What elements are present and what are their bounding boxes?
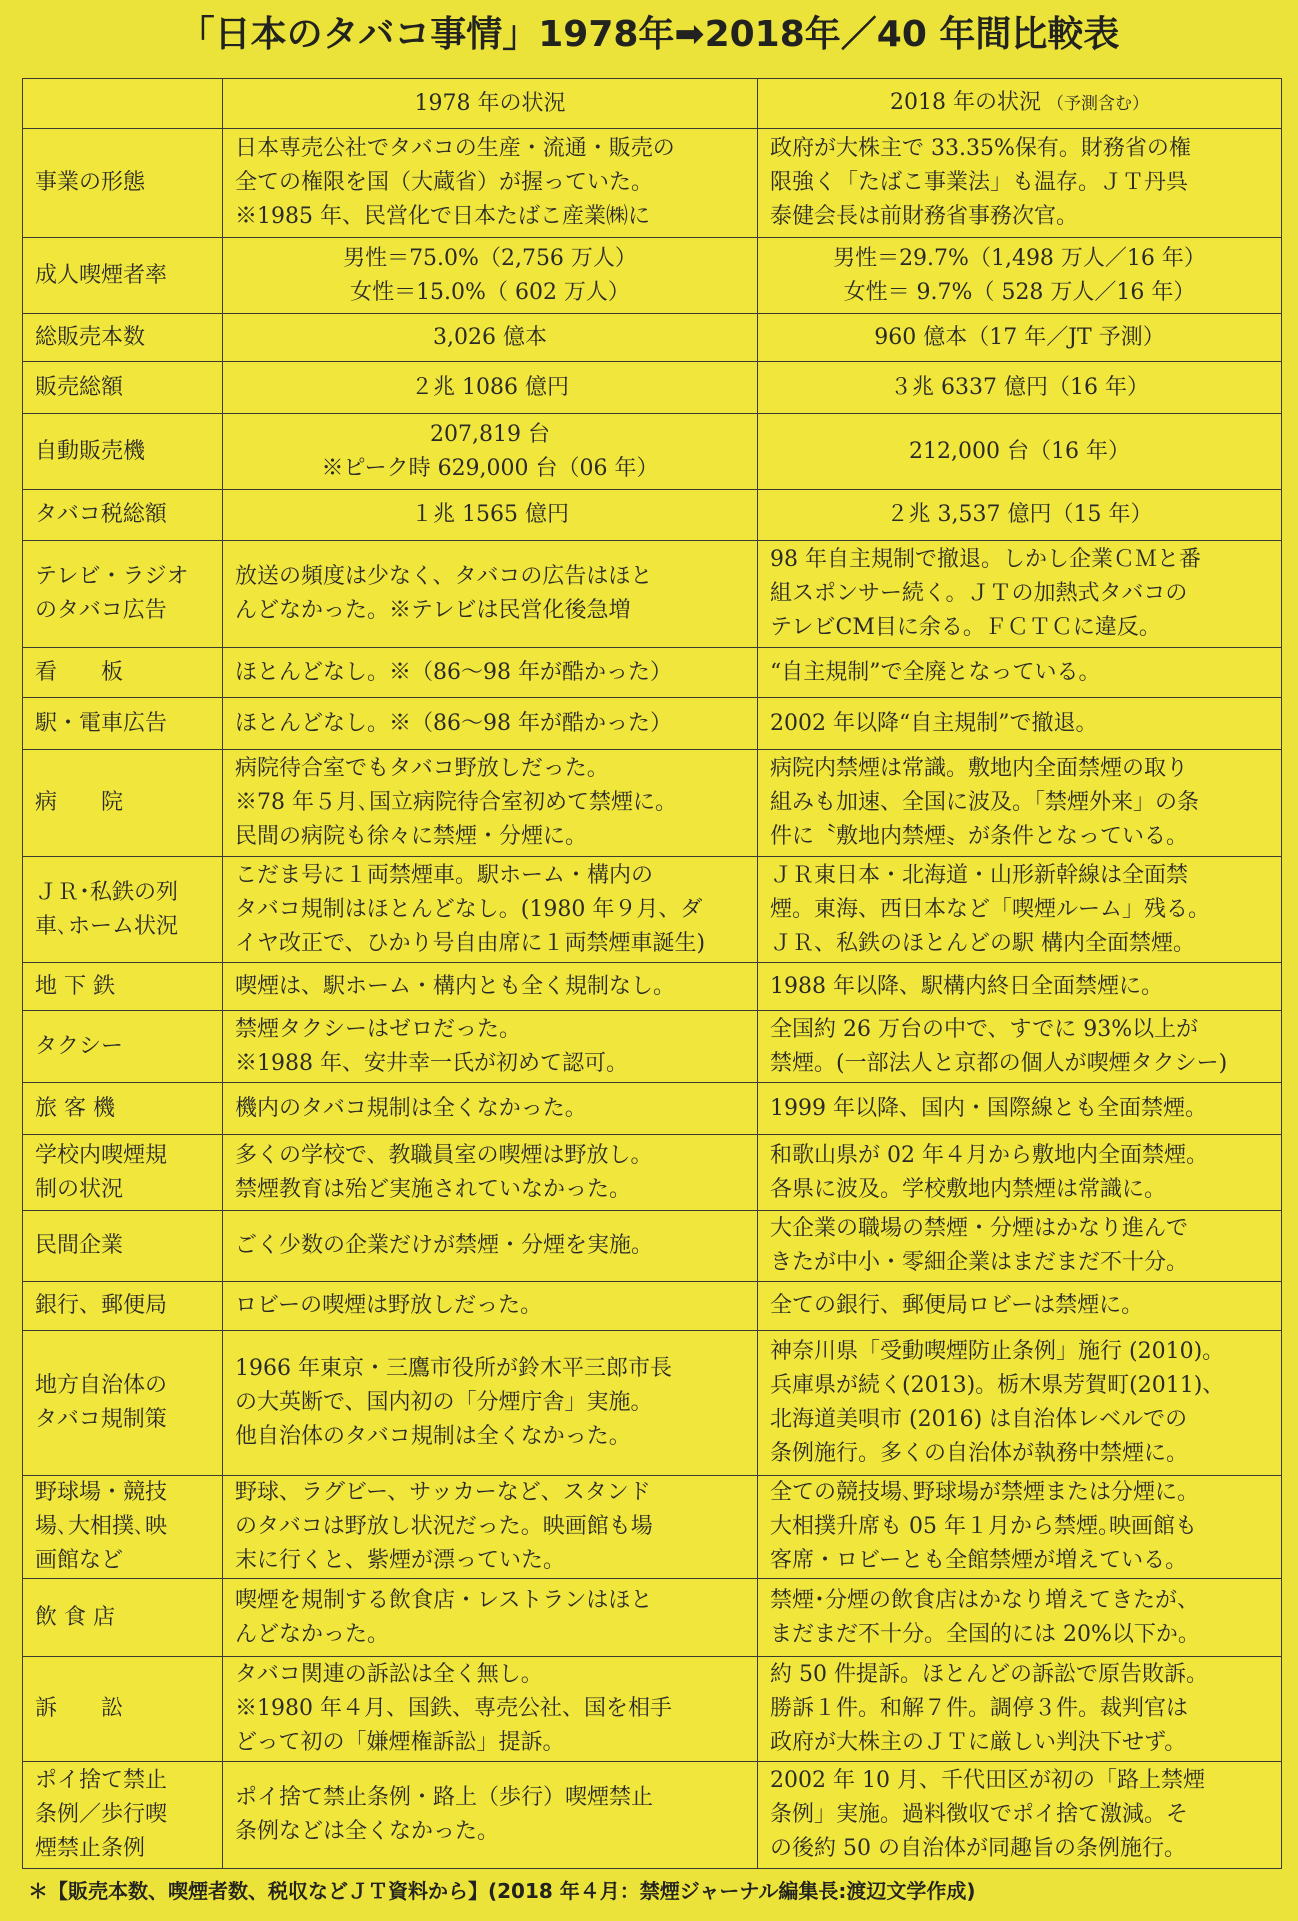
footer-source-note: ＊【販売本数、喫煙者数、税収などＪＴ資料から】(2018 年４月：禁煙ジャーナル編集長:渡辺文学作成): [28, 1879, 976, 1903]
cell-1978-line: 1966 年東京・三鷹市役所が鈴木平三郎市長: [235, 1356, 672, 1381]
cell-2018-line: ＪＲ東日本・北海道・山形新幹線は全面禁: [770, 862, 1189, 888]
cell-1978: [223, 857, 758, 963]
cell-2018: [758, 1011, 1282, 1083]
cell-1978-line: 女性＝15.0%（ 602 万人）: [350, 279, 630, 305]
cell-1978-line: ※1988 年、安井幸一氏が初めて認可。: [235, 1050, 628, 1076]
cell-2018-line: 1999 年以降、国内・国際線とも全面禁煙。: [770, 1095, 1207, 1121]
cell-2018: [758, 1657, 1282, 1762]
row-label: [23, 1476, 223, 1579]
cell-2018-line: 煙。東海、西日本など「喫煙ルーム」残る。: [770, 896, 1211, 922]
cell-1978: [223, 129, 758, 238]
cell-2018: [758, 314, 1282, 362]
cell-1978-line: 機内のタバコ規制は全くなかった。: [235, 1095, 587, 1121]
cell-2018-line: 98 年自主規制で撤退。しかし企業ＣＭと番: [770, 547, 1201, 572]
cell-2018: [758, 362, 1282, 414]
table-body: [23, 129, 1282, 1869]
cell-1978: [223, 1331, 758, 1476]
cell-2018: [758, 1476, 1282, 1579]
cell-2018-line: 禁煙･分煙の飲食店はかなり増えてきたが、: [770, 1587, 1200, 1613]
cell-1978: [223, 314, 758, 362]
cell-2018-line: 組スポンサー続く。ＪＴの加熱式タバコの: [770, 581, 1188, 606]
cell-1978-line: タバコ関連の訴訟は全く無し。: [235, 1662, 543, 1687]
row-label-line: 駅・電車広告: [35, 710, 168, 736]
cell-1978-line: 他自治体のタバコ規制は全くなかった。: [235, 1424, 631, 1449]
cell-1978-line: 放送の頻度は少なく、タバコの広告はほと: [235, 564, 653, 589]
row-label: [23, 1211, 223, 1282]
cell-1978-line: ほとんどなし。※（86～98 年が酷かった）: [235, 659, 672, 685]
header-2018-note: （予測含む）: [1046, 94, 1149, 114]
table-row: [23, 1011, 1282, 1083]
cell-2018-line: 兵庫県が続く(2013)。栃木県芳賀町(2011)、: [770, 1373, 1225, 1398]
cell-1978-line: イヤ改正で、ひかり号自由席に１両禁煙車誕生): [235, 930, 706, 956]
row-label: [23, 129, 223, 238]
row-label: [23, 963, 223, 1011]
cell-2018-line: 2002 年以降“自主規制”で撤退。: [770, 710, 1098, 736]
cell-2018-line: 女性＝ 9.7%（ 528 万人／16 年）: [843, 279, 1196, 305]
cell-2018: [758, 1211, 1282, 1282]
cell-2018: [758, 1083, 1282, 1135]
row-label-line: 学校内喫煙規: [35, 1142, 168, 1168]
cell-1978: [223, 414, 758, 490]
row-label-line: 野球場・競技: [35, 1480, 168, 1505]
cell-2018-line: 政府が大株主で 33.35%保有。財務省の権: [770, 136, 1191, 161]
cell-1978: [223, 698, 758, 750]
cell-2018-line: 約 50 件提訴。ほとんどの訴訟で原告敗訴。: [770, 1662, 1208, 1687]
cell-1978-line: 男性＝75.0%（2,756 万人）: [343, 245, 637, 271]
cell-1978-line: ごく少数の企業だけが禁煙・分煙を実施。: [235, 1233, 654, 1258]
cell-2018: [758, 541, 1282, 648]
table-row: [23, 541, 1282, 648]
row-label-line: のタバコ広告: [35, 598, 167, 623]
cell-1978-line: のタバコは野放し状況だった。映画館も場: [235, 1514, 653, 1539]
cell-2018-line: 政府が大株主のＪＴに厳しい判決下せず。: [770, 1730, 1187, 1755]
cell-2018-line: 条例」実施。過料徴収でポイ捨て激減。そ: [770, 1802, 1189, 1827]
row-label: [23, 541, 223, 648]
row-label: [23, 857, 223, 963]
cell-2018-line: 各県に波及。学校敷地内禁煙は常識に。: [770, 1176, 1167, 1202]
row-label-line: 銀行、郵便局: [35, 1293, 168, 1318]
table-row: [23, 314, 1282, 362]
cell-1978: [223, 1135, 758, 1211]
row-label-line: 地 下 鉄: [35, 973, 115, 999]
header-2018-label: 2018 年の状況: [890, 90, 1041, 115]
row-label-line: 煙禁止条例: [35, 1836, 146, 1861]
cell-2018-line: 和歌山県が 02 年４月から敷地内全面禁煙。: [770, 1142, 1208, 1168]
table-row: [23, 1083, 1282, 1135]
table-row: [23, 1135, 1282, 1211]
row-label: [23, 314, 223, 362]
cell-1978: [223, 750, 758, 857]
table-row: [23, 648, 1282, 698]
row-label: [23, 1579, 223, 1657]
cell-2018-line: 件に〝敷地内禁煙〟が条件となっている。: [770, 824, 1189, 849]
page-title: 「日本のタバコ事情」1978年➡2018年／40 年間比較表: [178, 14, 1120, 55]
cell-2018: [758, 129, 1282, 238]
row-label: [23, 750, 223, 857]
cell-1978-line: どって初の「嫌煙権訴訟」提訴。: [235, 1730, 565, 1755]
table-row: [23, 1331, 1282, 1476]
row-label-line: 自動販売機: [35, 438, 146, 464]
cell-2018: [758, 490, 1282, 541]
row-label-line: タバコ税総額: [35, 502, 167, 527]
cell-2018-line: 960 億本（17 年／JT 予測）: [874, 324, 1165, 350]
cell-2018: [758, 1762, 1282, 1869]
table-row: [23, 1282, 1282, 1331]
cell-2018-line: 全ての競技場､野球場が禁煙または分煙に。: [770, 1480, 1200, 1505]
cell-1978-line: 野球、ラグビー、サッカーなど、スタンド: [235, 1480, 651, 1505]
cell-1978: [223, 1211, 758, 1282]
cell-1978-line: の大英断で、国内初の「分煙庁舎」実施。: [235, 1390, 653, 1415]
row-label: [23, 1011, 223, 1083]
row-label: [23, 1331, 223, 1476]
cell-2018-line: 大企業の職場の禁煙・分煙はかなり進んで: [770, 1216, 1189, 1241]
row-label-line: タクシー: [35, 1033, 124, 1059]
cell-1978-line: １兆 1565 億円: [411, 502, 569, 527]
cell-2018-line: 勝訴１件。和解７件。調停３件。裁判官は: [770, 1696, 1189, 1721]
cell-1978: [223, 490, 758, 541]
header-2018: [758, 79, 1282, 129]
cell-1978-line: 喫煙を規制する飲食店・レストランはほと: [235, 1587, 653, 1613]
cell-1978-line: んどなかった。: [235, 1621, 390, 1647]
row-label-line: 販売総額: [35, 374, 124, 400]
table-row: [23, 857, 1282, 963]
cell-1978: [223, 1282, 758, 1331]
table-header-row: [23, 79, 1282, 129]
row-label: [23, 1762, 223, 1869]
comparison-table: [22, 78, 1282, 1869]
cell-1978: [223, 238, 758, 314]
cell-1978-line: 喫煙は、駅ホーム・構内とも全く規制なし。: [235, 973, 676, 999]
cell-1978: [223, 648, 758, 698]
cell-2018-line: ３兆 6337 億円（16 年）: [890, 374, 1149, 400]
row-label: [23, 414, 223, 490]
row-label-line: 条例／歩行喫: [35, 1802, 168, 1827]
cell-1978-line: 全ての権限を国（大蔵省）が握っていた。: [235, 170, 654, 195]
cell-2018-line: 条例施行。多くの自治体が執務中禁煙に。: [770, 1441, 1189, 1466]
row-label-line: 飲 食 店: [35, 1604, 115, 1630]
row-label-line: 事業の形態: [35, 170, 146, 195]
cell-2018-line: 男性＝29.7%（1,498 万人／16 年）: [833, 245, 1206, 271]
cell-1978: [223, 1083, 758, 1135]
table-row: [23, 963, 1282, 1011]
cell-1978-line: 多くの学校で、教職員室の喫煙は野放し。: [235, 1142, 653, 1168]
table-row: [23, 1657, 1282, 1762]
corner-header: [23, 79, 223, 129]
cell-2018-line: 1988 年以降、駅構内終日全面禁煙に。: [770, 973, 1163, 999]
cell-2018: [758, 698, 1282, 750]
cell-2018: [758, 1282, 1282, 1331]
row-label-line: ＪＲ･私鉄の列: [35, 879, 179, 905]
row-label-line: 旅 客 機: [35, 1095, 115, 1121]
cell-1978-line: 末に行くと、紫煙が漂っていた。: [235, 1548, 566, 1573]
cell-2018: [758, 963, 1282, 1011]
cell-1978-line: ポイ捨て禁止条例・路上（歩行）喫煙禁止: [235, 1785, 654, 1810]
cell-2018: [758, 750, 1282, 857]
row-label-line: 訴 訟: [35, 1696, 124, 1721]
cell-1978-line: ※1985 年、民営化で日本たばこ産業㈱に: [235, 204, 650, 229]
cell-2018-line: 泰健会長は前財務省事務次官。: [770, 204, 1079, 229]
cell-1978-line: ※78 年５月､国立病院待合室初めて禁煙に。: [235, 790, 677, 815]
cell-1978: [223, 1011, 758, 1083]
row-label: [23, 1083, 223, 1135]
cell-2018-line: きたが中小・零細企業はまだまだ不十分。: [770, 1250, 1189, 1275]
cell-1978-line: 病院待合室でもタバコ野放しだった。: [235, 756, 609, 781]
row-label-line: 民間企業: [35, 1233, 124, 1258]
cell-2018-line: 全国約 26 万台の中で、すでに 93%以上が: [770, 1016, 1199, 1042]
row-label: [23, 1282, 223, 1331]
row-label-line: 看 板: [35, 659, 124, 685]
cell-2018-line: まだまだ不十分。全国的には 20%以下か。: [770, 1621, 1200, 1647]
table-row: [23, 1211, 1282, 1282]
cell-1978: [223, 963, 758, 1011]
cell-1978: [223, 362, 758, 414]
cell-2018-line: 神奈川県「受動喫煙防止条例」施行 (2010)。: [770, 1339, 1225, 1364]
table-row: [23, 1762, 1282, 1869]
row-label-line: 車､ホーム状況: [35, 913, 179, 939]
cell-2018-line: ＪＲ、私鉄のほとんどの駅 構内全面禁煙。: [770, 930, 1195, 956]
table-row: [23, 129, 1282, 238]
cell-2018: [758, 1579, 1282, 1657]
table-row: [23, 238, 1282, 314]
cell-2018-line: 客席・ロビーとも全館禁煙が増えている。: [770, 1548, 1188, 1573]
cell-2018-line: 大相撲升席も 05 年１月から禁煙｡映画館も: [770, 1514, 1197, 1539]
header-1978-label: 1978 年の状況: [414, 90, 566, 116]
cell-1978-line: 3,026 億本: [433, 324, 547, 350]
row-label-line: 成人喫煙者率: [35, 262, 168, 288]
row-label: [23, 648, 223, 698]
row-label-line: 地方自治体の: [35, 1373, 168, 1398]
cell-2018-line: ２兆 3,537 億円（15 年）: [886, 502, 1153, 527]
cell-1978-line: 条例などは全くなかった。: [235, 1819, 500, 1844]
cell-1978-line: 禁煙タクシーはゼロだった。: [235, 1016, 522, 1042]
row-label: [23, 1135, 223, 1211]
cell-2018: [758, 857, 1282, 963]
cell-2018-line: 全ての銀行、郵便局ロビーは禁煙に。: [770, 1293, 1144, 1318]
cell-2018: [758, 414, 1282, 490]
row-label: [23, 1657, 223, 1762]
cell-1978: [223, 1657, 758, 1762]
table-row: [23, 490, 1282, 541]
table-row: [23, 1579, 1282, 1657]
cell-2018-line: テレビCM目に余る。ＦＣＴＣに違反。: [770, 615, 1161, 640]
row-label-line: 制の状況: [35, 1176, 124, 1202]
row-label: [23, 362, 223, 414]
table-row: [23, 1476, 1282, 1579]
row-label-line: 画館など: [35, 1548, 124, 1573]
cell-2018-line: 組みも加速、全国に波及。「禁煙外来」の条: [770, 790, 1200, 815]
cell-1978-line: ロビーの喫煙は野放しだった。: [235, 1293, 543, 1318]
cell-2018-line: 限強く「たばこ事業法」も温存。ＪＴ丹呉: [770, 170, 1189, 195]
cell-2018-line: 北海道美唄市 (2016) は自治体レベルでの: [770, 1407, 1188, 1432]
table-row: [23, 698, 1282, 750]
row-label-line: タバコ規制策: [35, 1407, 167, 1432]
cell-2018-line: 212,000 台（16 年）: [909, 438, 1130, 464]
cell-2018: [758, 238, 1282, 314]
table-row: [23, 362, 1282, 414]
row-label-line: 病 院: [35, 790, 124, 815]
cell-2018-line: の後約 50 の自治体が同趣旨の条例施行。: [770, 1836, 1186, 1861]
row-label-line: テレビ・ラジオ: [35, 564, 189, 589]
cell-1978-line: タバコ規制はほとんどなし。(1980 年９月、ダ: [235, 896, 703, 922]
row-label-line: 場､大相撲､映: [35, 1514, 168, 1539]
cell-2018-line: 病院内禁煙は常識。敷地内全面禁煙の取り: [770, 756, 1189, 781]
cell-1978-line: ほとんどなし。※（86～98 年が酷かった）: [235, 710, 672, 736]
cell-2018-line: 禁煙。(一部法人と京都の個人が喫煙タクシー): [770, 1050, 1228, 1076]
cell-1978-line: こだま号に１両禁煙車。駅ホーム・構内の: [235, 862, 654, 888]
row-label-line: 総販売本数: [35, 324, 146, 350]
table-row: [23, 750, 1282, 857]
cell-1978-line: んどなかった。※テレビは民営化後急増: [235, 598, 631, 623]
cell-2018-line: 2002 年 10 月、千代田区が初の「路上禁煙: [770, 1768, 1205, 1793]
header-1978: [223, 79, 758, 129]
row-label: [23, 698, 223, 750]
row-label-line: ポイ捨て禁止: [35, 1768, 168, 1793]
cell-1978-line: 207,819 台: [430, 421, 550, 447]
cell-1978: [223, 1579, 758, 1657]
table-row: [23, 414, 1282, 490]
cell-1978: [223, 541, 758, 648]
cell-1978-line: ２兆 1086 億円: [411, 374, 569, 400]
cell-1978: [223, 1476, 758, 1579]
cell-1978-line: 日本専売公社でタバコの生産・流通・販売の: [235, 136, 675, 161]
cell-2018: [758, 1135, 1282, 1211]
cell-2018: [758, 1331, 1282, 1476]
cell-1978-line: ※1980 年４月、国鉄、専売公社、国を相手: [235, 1696, 672, 1721]
row-label: [23, 490, 223, 541]
cell-2018-line: “自主規制”で全廃となっている。: [770, 659, 1101, 685]
cell-1978-line: 民間の病院も徐々に禁煙・分煙に。: [235, 824, 588, 849]
cell-1978-line: 禁煙教育は殆ど実施されていなかった。: [235, 1176, 632, 1202]
cell-1978-line: ※ピーク時 629,000 台（06 年）: [321, 455, 659, 481]
cell-1978: [223, 1762, 758, 1869]
cell-2018: [758, 648, 1282, 698]
row-label: [23, 238, 223, 314]
